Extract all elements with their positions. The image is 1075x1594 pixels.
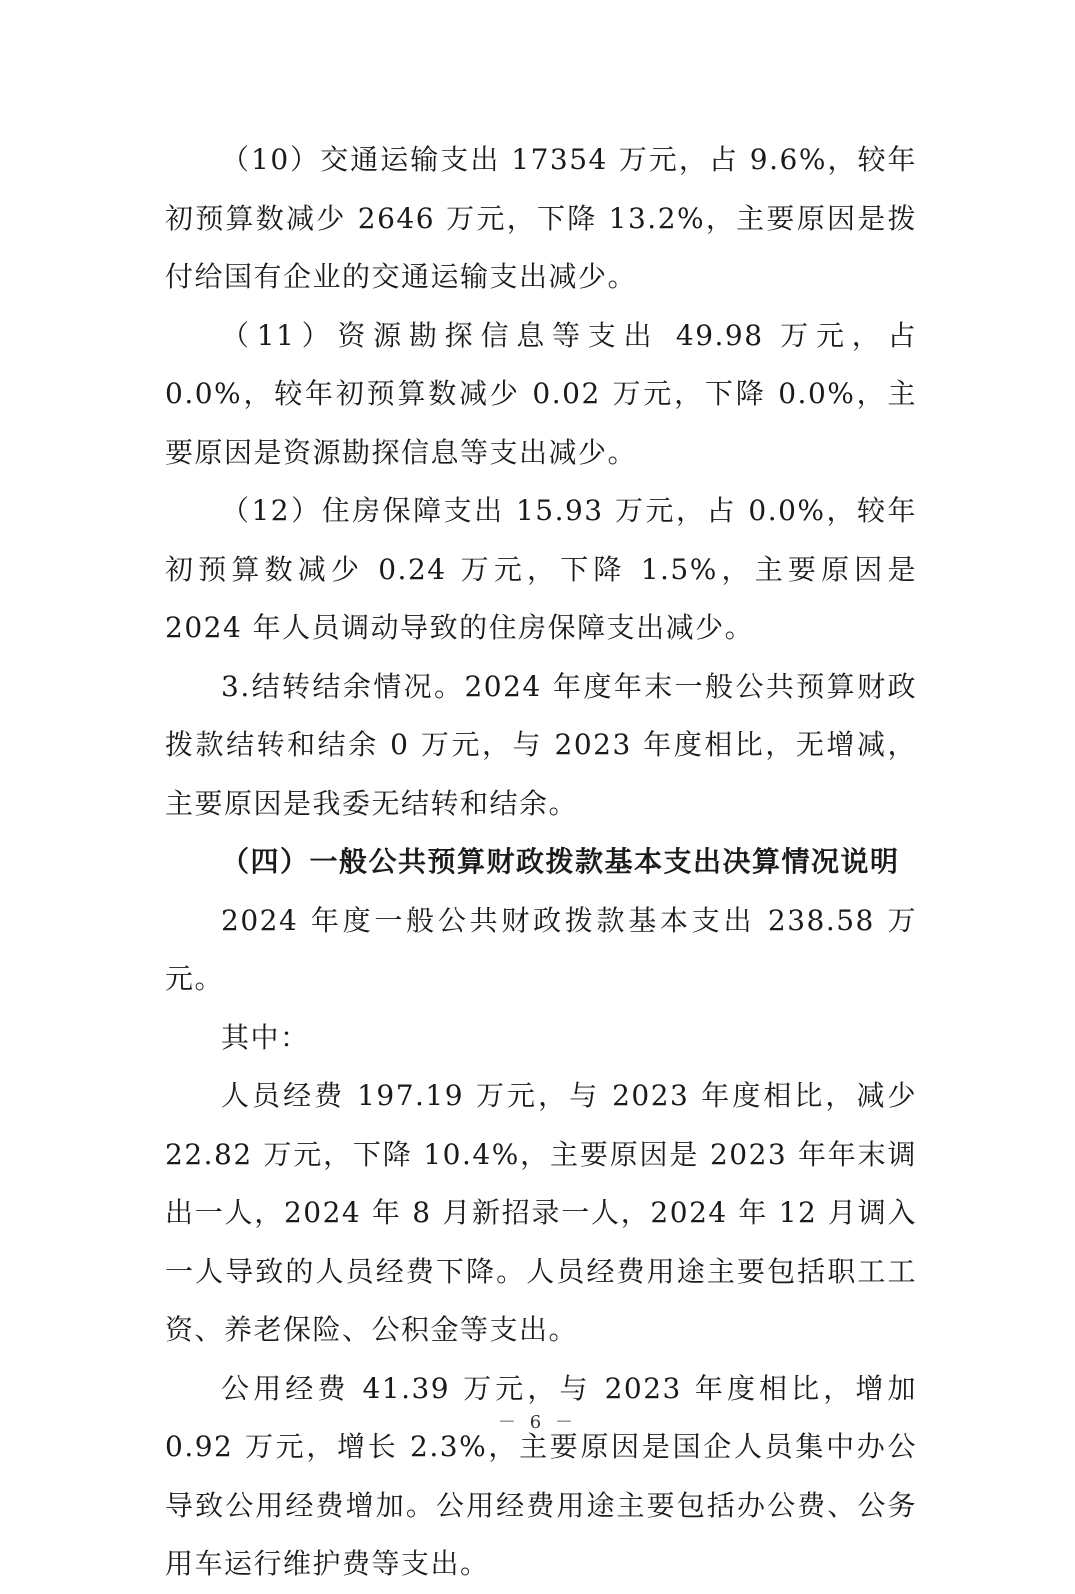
paragraph-among-them: 其中： [221, 1020, 310, 1054]
paragraph-personnel-expense: 人员经费 197.19 万元，与 2023 年度相比，减少 22.82 万元，下降 10.4%，主要原因是 2023 年年末调出一人，2024 年 8 月新招录一人，2024 年 12 月调入一人导致的人员经费下降。人员经费用途主要包括职工工资、养老保险、公积金等支出。 [165, 1079, 917, 1346]
paragraph-basic-expenditure-total: 2024 年度一般公共财政拨款基本支出 238.58 万元。 [165, 903, 917, 995]
paragraph-public-expense: 公用经费 41.39 万元，与 2023 年度相比，增加 0.92 万元，增长 2.3%，主要原因是国企人员集中办公导致公用经费增加。公用经费用途主要包括办公费、公务用车运行维护费等支出。 [165, 1371, 917, 1580]
document-body [165, 131, 917, 1594]
paragraph-resource-exploration-expense: （11）资源勘探信息等支出 49.98 万元，占 0.0%，较年初预算数减少 0.02 万元，下降 0.0%，主要原因是资源勘探信息等支出减少。 [165, 318, 917, 469]
section-heading-basic-expenditure: （四）一般公共预算财政拨款基本支出决算情况说明 [221, 845, 900, 878]
paragraph-housing-expense: （12）住房保障支出 15.93 万元，占 0.0%，较年初预算数减少 0.24 万元，下降 1.5%，主要原因是 2024 年人员调动导致的住房保障支出减少。 [165, 494, 917, 644]
paragraph-transport-expense: （10）交通运输支出 17354 万元，占 9.6%，较年初预算数减少 2646 万元，下降 13.2%，主要原因是拨付给国有企业的交通运输支出减少。 [165, 143, 917, 293]
page-number: － 6 － [498, 1412, 577, 1433]
paragraph-carryover-balance: 3.结转结余情况。2024 年度年末一般公共预算财政拨款结转和结余 0 万元，与 2023 年度相比，无增减，主要原因是我委无结转和结余。 [165, 669, 917, 820]
